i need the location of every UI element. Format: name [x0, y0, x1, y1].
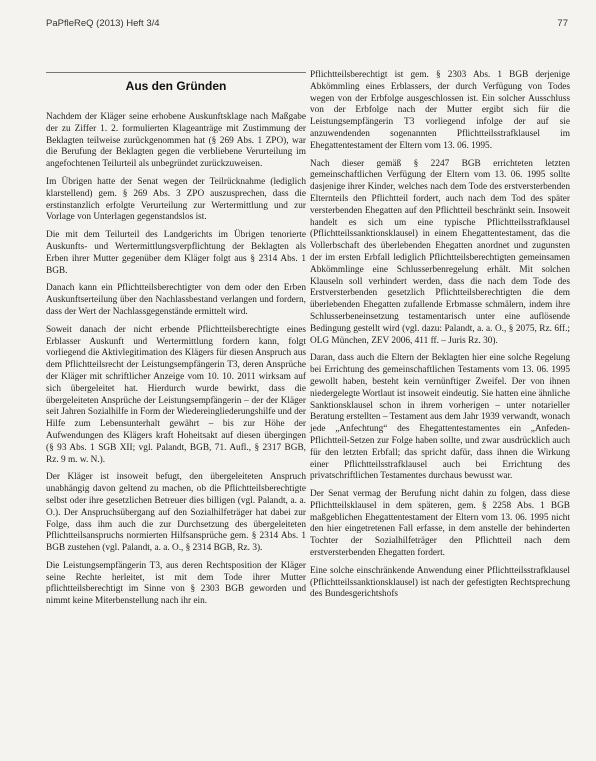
paragraph: Eine solche einschränkende Anwendung einer Pflichtteilsstrafklausel (Pflichtteilssanktionsklausel) ist nach der gefestigten Rechtsprechung des Bundesgerichtshofs [310, 565, 570, 600]
paragraph: Nach dieser gemäß § 2247 BGB errichteten letzten gemeinschaftlichen Verfügung der Eltern vom 13. 06. 1995 sollte dasjenige ihrer Kinder, welches nach dem Tode des erstversterbenden Elternteils den Pflichtteil fordert, auch nach dem Tod des später versterbenden Ehegatten auf den Pflichtteil beschränkt sein. Insoweit handelt es sich um eine typische Pflichtteilsstrafklausel (Pflichtteilssanktionsklausel) in einem Ehegattentestament, das die Vollerbschaft des überlebenden Ehegatten anordnet und zugunsten der im ersten Erbfall lediglich Pflichtteilsberechtigten gemeinsamen Abkömmlinge eine Schlusserbenregelung erhält. Mit solchen Klauseln soll verhindert werden, dass die nach dem Tode des Erstversterbenden gesetzlich Pflichtteilsberechtigten die dem überlebenden Ehegatten zufallende Erbmasse schmälern, indem ihre Schlusserbeneinsetzung testamentarisch unter eine auflösende Bedingung gestellt wird (vgl. dazu: Palandt, a. a. O., § 2075, Rz. 6ff.; OLG München, ZEV 2006, 411 ff. – Juris Rz. 30). [310, 158, 570, 346]
paragraph: Nachdem der Kläger seine erhobene Auskunftsklage nach Maßgabe der zu Ziffer 1. 2. formulierten Klageanträge mit Zustimmung der Beklagten teilweise zurückgenommen hat (§ 269 Abs. 1 ZPO), war die Berufung der Beklagten gegen die verbliebene Verurteilung im angefochtenen Teilurteil als unbegründet zurückzuweisen. [46, 112, 306, 170]
paragraph: Daran, dass auch die Eltern der Beklagten hier eine solche Regelung bei Errichtung des gemeinschaftlichen Testaments vom 13. 06. 1995 gewollt haben, besteht kein vernünftiger Zweifel. Der von ihnen niedergelegte Wortlaut ist insoweit eindeutig. Sie hatten eine ähnliche Sanktionsklausel schon in ihrem vorherigen – unter notarieller Beratung erstellten – Testament aus dem Jahr 1939 verwandt, wonach jede „Anfechtung“ des Ehegattentestamentes ein „Anfeden-Pflichtteil-Setzen zur Folge haben sollte, und zwar ausdrücklich auch für den letzten Erbfall; das spricht dafür, dass ihnen die Wirkung einer Pflichtteilsstrafklausel auch bei Errichtung des privatschriftlichen Testamentes durchaus bewusst war. [310, 353, 570, 482]
journal-citation: PaPfleReQ (2013) Heft 3/4 [46, 18, 160, 29]
paragraph: Danach kann ein Pflichtteilsberechtigter von dem oder den Erben Auskunftserteilung über den Nachlassbestand verlangen und fordern, dass der Wert der Nachlassgegenstände ermittelt wird. [46, 283, 306, 317]
paragraph: Pflichtteilsberechtigt ist gem. § 2303 Abs. 1 BGB derjenige Abkömmling eines Erblassers, der durch Verfügung von Todes wegen von der Erbfolge ausgeschlossen ist. Ein solcher Ausschluss von der Erbfolge nach der Mutter ergibt sich für die Leistungsempfängerin T3 vorliegend infolge der auf sie anzuwendenden sogenannten Pflichtteilsstrafklausel im Ehegattentestament der Eltern vom 13. 06. 1995. [310, 70, 570, 151]
paragraph: Der Senat vermag der Berufung nicht dahin zu folgen, dass diese Pflichtteilsklausel in dem späteren, gem. § 2258 Abs. 1 BGB maßgeblichen Ehegattentestament der Eltern vom 13. 06. 1995 nicht den hier eingetretenen Fall erfasse, in dem anstelle der behinderten Tochter der Sozialhilfeträger den Pflichtteil nach dem erstversterbenden Ehegatten fordert. [310, 489, 570, 559]
right-column [310, 70, 570, 607]
paragraph: Die mit dem Teilurteil des Landgerichts im Übrigen tenorierte Auskunfts- und Wertermittlungsverpflichtung der Beklagten als Erben ihrer Mutter gegenüber dem Kläger folgt aus § 2314 Abs. 1 BGB. [46, 230, 306, 276]
section-title-block [46, 72, 306, 103]
paragraph: Der Kläger ist insoweit befugt, den übergeleiteten Anspruch unabhängig davon geltend zu machen, ob die Pflichtteilsberechtigte selbst oder ihre gesetzlichen Betreuer dies billigen (vgl. Palandt, a. a. O.). Der Anspruchsübergang auf den Sozialhilfeträger hat dabei zur Folge, dass ihm auch die zur Durchsetzung des übergeleiteten Pflichtteilsanspruchs normierten Hilfsansprüche gem. § 2314 Abs. 1 BGB zustehen (vgl. Palandt, a. a. O., § 2314 BGB, Rz. 3). [46, 472, 306, 554]
paragraph: Soweit danach der nicht erbende Pflichtteilsberechtigte eines Erblasser Auskunft und Wertermittlung fordern kann, folgt vorliegend die Aktivlegitimation des Klägers für diesen Anspruch aus dem Pflichtteilsrecht der Leistungsempfängerin T3, deren Ansprüche der Kläger mit schriftlicher Anzeige vom 10. 10. 2011 wirksam auf sich übergeleitet hat. Hierdurch wurde bewirkt, dass die übergeleiteten Ansprüche der Leistungsempfängerin – der der Kläger seit Jahren Sozialhilfe in Form der Wiedereingliederungshilfe und der Hilfe zum Lebensunterhalt gewährt – bis zur Höhe der Aufwendungen des Klägers kraft Hoheitsakt auf diesen übergingen (§ 93 Abs. 1 SGB XII; vgl. Palandt, BGB, 71. Aufl., § 2317 BGB, Rz. 9 m. w. N.). [46, 324, 306, 465]
paragraph: Die Leistungsempfängerin T3, aus deren Rechtsposition der Kläger seine Rechte herleitet, ist mit dem Tode ihrer Mutter pflichtteilsberechtigt im Sinne von § 2303 BGB geworden und nimmt keine Miterbenstellung nach ihr ein. [46, 560, 306, 607]
running-header [46, 18, 568, 32]
section-title: Aus den Gründen [125, 79, 227, 93]
paragraph: Im Übrigen hatte der Senat wegen der Teilrücknahme (lediglich klarstellend) gem. § 269 Abs. 3 ZPO auszusprechen, dass die erstinstanzlich erfolgte Verurteilung zur Wertermittlung und zur Vorlage von Unterlagen gegenstandslos ist. [46, 176, 306, 223]
page-number: 77 [557, 18, 568, 29]
left-column [46, 112, 306, 614]
